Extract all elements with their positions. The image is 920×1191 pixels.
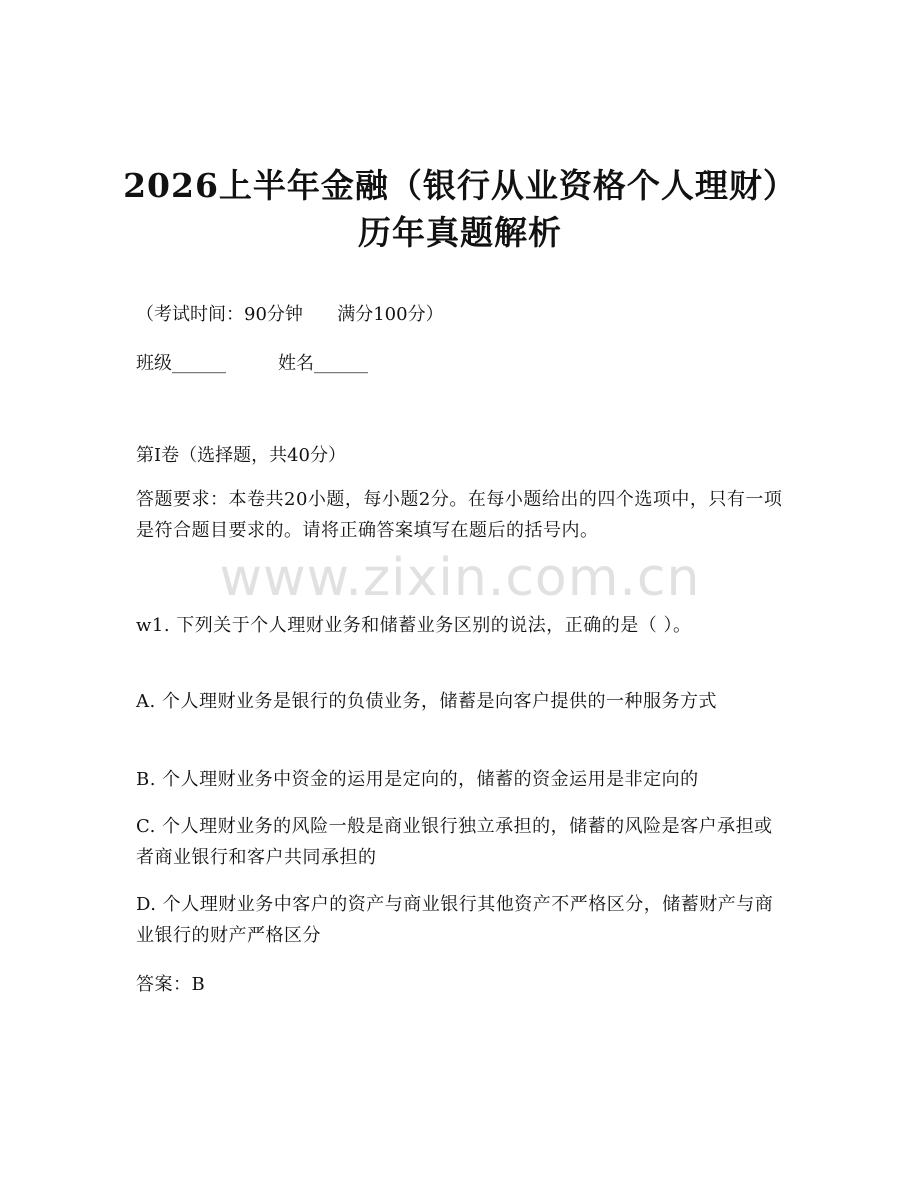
page-title-line1: 2026上半年金融（银行从业资格个人理财）	[123, 166, 797, 205]
option-c: C. 个人理财业务的风险一般是商业银行独立承担的，储蓄的风险是客户承担或者商业银行和客户共同承担的	[136, 816, 773, 868]
option-d: D. 个人理财业务中客户的资产与商业银行其他资产不严格区分，储蓄财产与商业银行的财产严格区分	[136, 894, 774, 946]
question-stem: w1. 下列关于个人理财业务和储蓄业务区别的说法，正确的是（ ）。	[136, 615, 692, 636]
answer-requirements: 答题要求：本卷共20小题，每小题2分。在每小题给出的四个选项中，只有一项是符合题目要求的。请将正确答案填写在题后的括号内。	[136, 489, 783, 541]
name-field: 姓名______	[278, 353, 368, 374]
watermark: www.zixin.com.cn	[219, 548, 701, 608]
answer-line: 答案：B	[136, 974, 206, 995]
student-info-row	[136, 349, 368, 375]
exam-info: （考试时间：90分钟 满分100分）	[136, 304, 444, 325]
option-b: B. 个人理财业务中资金的运用是定向的，储蓄的资金运用是非定向的	[136, 769, 699, 790]
page-title-line2: 历年真题解析	[358, 213, 562, 252]
section-title: 第I卷（选择题，共40分）	[136, 445, 347, 466]
option-a: A. 个人理财业务是银行的负债业务，储蓄是向客户提供的一种服务方式	[136, 691, 717, 712]
class-field: 班级______	[136, 353, 226, 374]
